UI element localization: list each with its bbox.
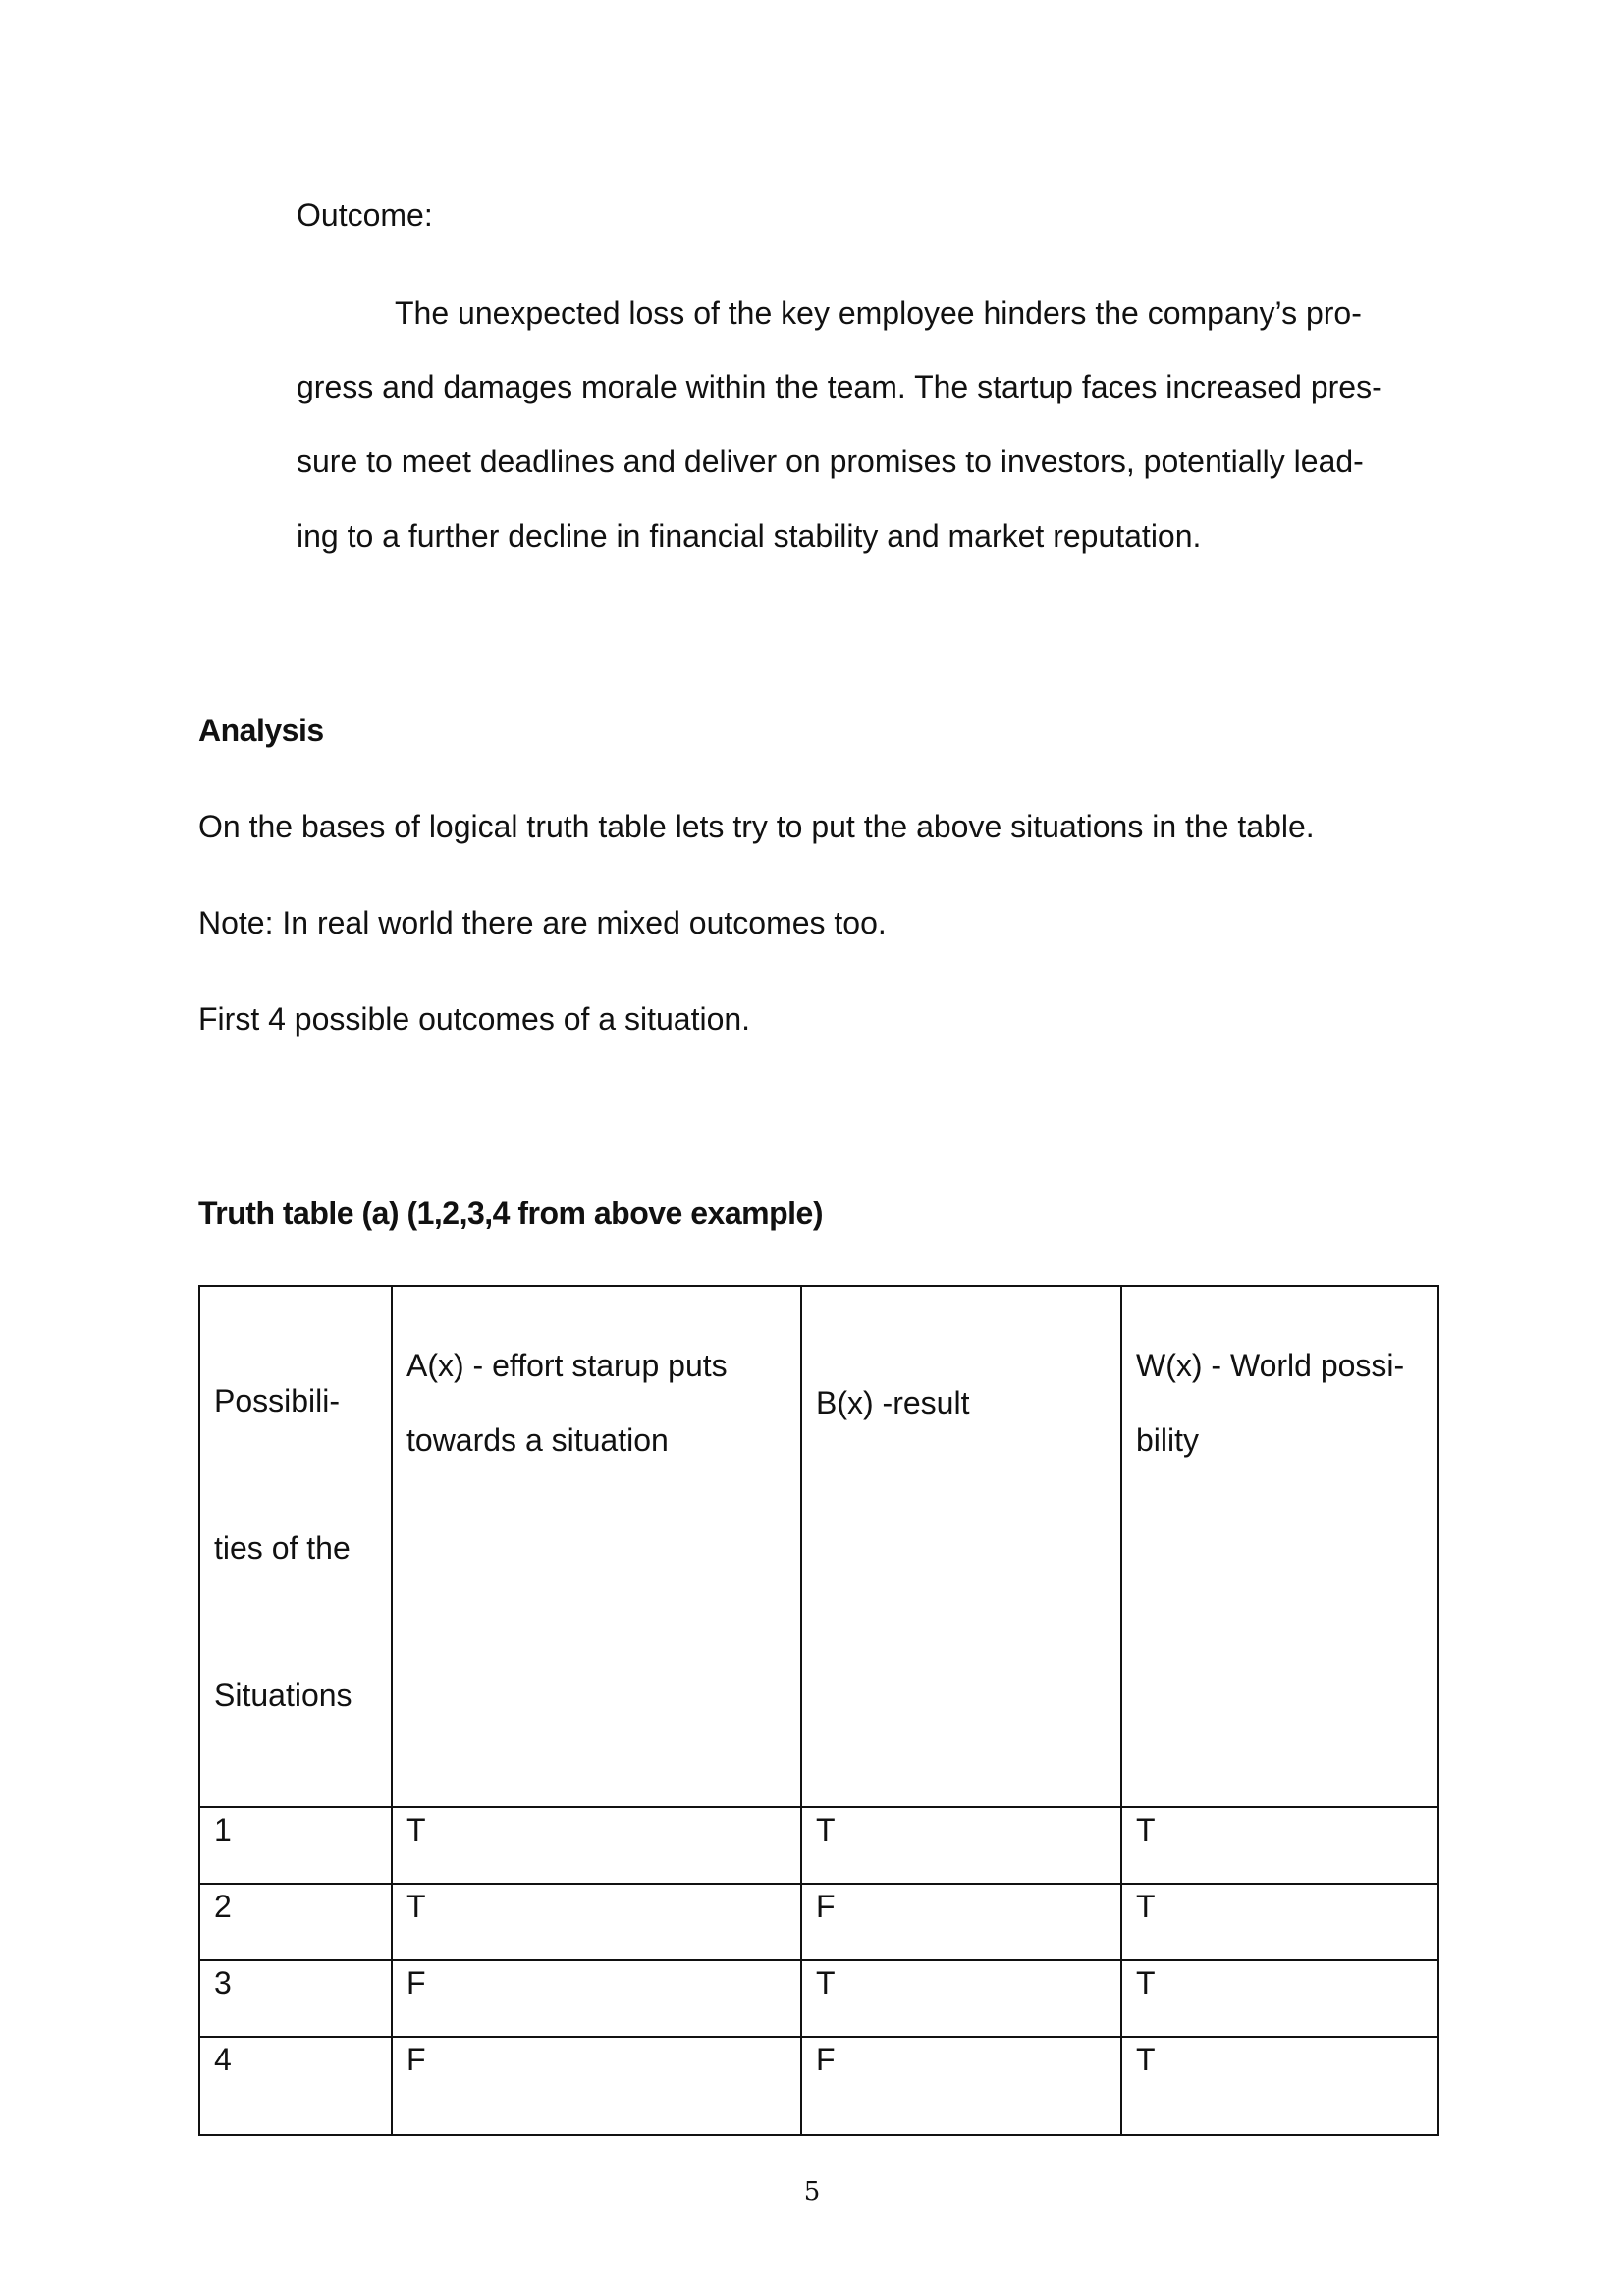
table-cell: T [801, 1960, 1121, 2037]
table-cell: T [1121, 1807, 1438, 1884]
header-cell-effort [392, 1286, 801, 1807]
table-cell: 1 [199, 1807, 392, 1884]
table-row [199, 1884, 1438, 1960]
header-text: A(x) - effort starup puts [406, 1348, 728, 1383]
analysis-paragraph: Note: In real world there are mixed outcomes too. [198, 905, 887, 940]
page-number: 5 [803, 2177, 821, 2207]
table-cell: T [801, 1807, 1121, 1884]
table-row [199, 1807, 1438, 1884]
header-cell-possibilities [199, 1286, 392, 1807]
table-cell: T [1121, 2037, 1438, 2135]
table-row [199, 1960, 1438, 2037]
analysis-paragraph: On the bases of logical truth table lets try to put the above situations in the table. [198, 809, 1315, 844]
truth-table-header-row [199, 1286, 1438, 1807]
table-cell: T [392, 1884, 801, 1960]
analysis-heading: Analysis [198, 713, 324, 748]
outcome-paragraph-line: ing to a further decline in financial stability and market reputation. [297, 518, 1202, 554]
table-cell: 4 [199, 2037, 392, 2135]
table-cell: F [801, 1884, 1121, 1960]
header-cell-result [801, 1286, 1121, 1807]
outcome-paragraph-line: gress and damages morale within the team. The startup faces increased pres- [297, 369, 1382, 404]
table-cell: F [392, 1960, 801, 2037]
truth-table-title: Truth table (a) (1,2,3,4 from above example) [198, 1196, 823, 1231]
table-cell: T [1121, 1884, 1438, 1960]
outcome-paragraph-line: sure to meet deadlines and deliver on promises to investors, potentially lead- [297, 444, 1364, 479]
table-cell: T [1121, 1960, 1438, 2037]
header-text: ties of the [214, 1530, 351, 1566]
table-cell: F [801, 2037, 1121, 2135]
table-cell: 3 [199, 1960, 392, 2037]
header-text: B(x) -result [816, 1385, 970, 1420]
header-text: towards a situation [406, 1422, 669, 1458]
truth-table [198, 1285, 1439, 2136]
header-text: W(x) - World possi- [1136, 1348, 1405, 1383]
header-text: bility [1136, 1422, 1200, 1458]
header-text: Possibili- [214, 1383, 341, 1418]
analysis-paragraph: First 4 possible outcomes of a situation. [198, 1001, 751, 1037]
table-row [199, 2037, 1438, 2135]
header-cell-world-possibility [1121, 1286, 1438, 1807]
table-cell: 2 [199, 1884, 392, 1960]
outcome-paragraph-line: The unexpected loss of the key employee hinders the company’s pro- [395, 295, 1362, 331]
table-cell: T [392, 1807, 801, 1884]
outcome-label: Outcome: [297, 197, 433, 233]
header-text: Situations [214, 1678, 352, 1713]
table-cell: F [392, 2037, 801, 2135]
